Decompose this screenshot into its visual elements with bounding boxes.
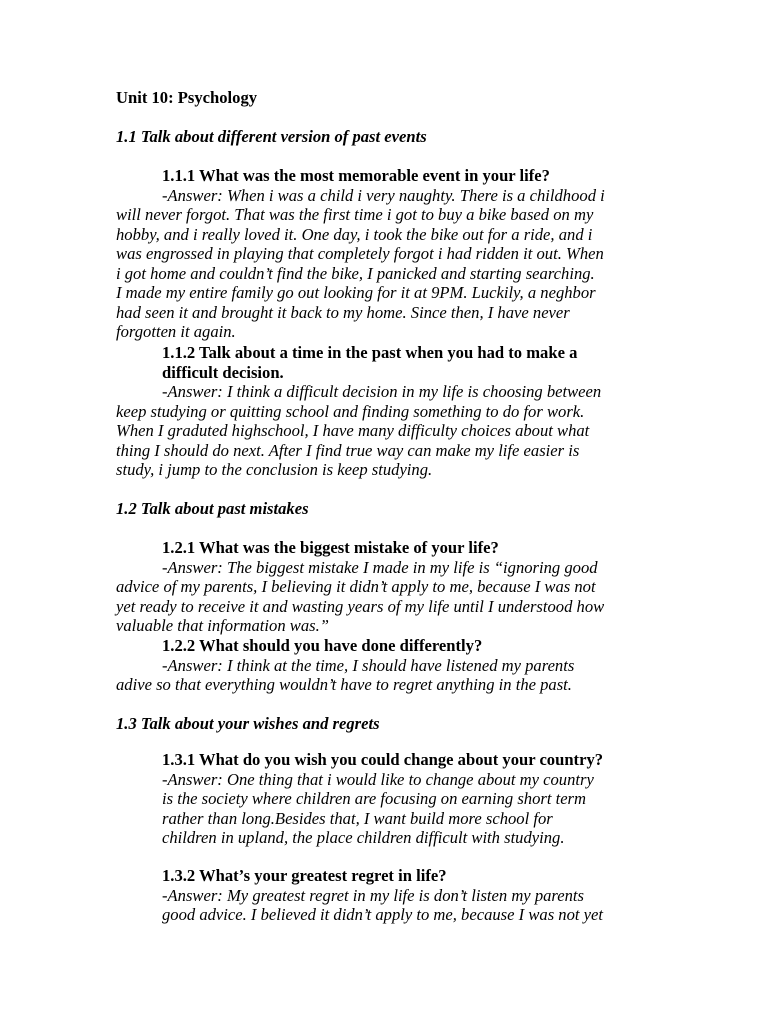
answer-line: advice of my parents, I believing it didn’t apply to me, because I was not (116, 577, 596, 596)
question-heading: 1.1.1 What was the most memorable event in your life? (162, 166, 550, 185)
answer-line: keep studying or quitting school and finding something to do for work. (116, 401, 585, 421)
answer-line: was engrossed in playing that completely forgot i had ridden it out. When (116, 244, 604, 263)
answer-line: adive so that everything wouldn’t have to regret anything in the past. (116, 675, 572, 694)
answer-line: -Answer: I think at the time, I should have listened my parents (162, 655, 575, 675)
section-heading: 1.2 Talk about past mistakes (116, 499, 309, 518)
answer-line: study, i jump to the conclusion is keep studying. (116, 460, 433, 479)
question-heading: 1.3.1 What do you wish you could change about your country? (162, 750, 604, 769)
question-heading: 1.2.1 What was the biggest mistake of your life? (162, 538, 499, 557)
answer-line: When I graduted highschool, I have many difficulty choices about what (116, 421, 590, 440)
answer-line: -Answer: The biggest mistake I made in my life is “ignoring good (162, 557, 598, 577)
answer-line: yet ready to receive it and wasting years of my life until I understood how (116, 596, 605, 616)
section-heading: 1.1 Talk about different version of past events (116, 127, 427, 146)
question-heading: 1.3.2 What’s your greatest regret in life? (162, 866, 447, 885)
document-title: Unit 10: Psychology (116, 88, 258, 107)
answer-line: -Answer: One thing that i would like to change about my country (162, 769, 594, 789)
answer-line: hobby, and i really loved it. One day, i took the bike out for a ride, and i (116, 224, 593, 244)
answer-line: children in upland, the place children difficult with studying. (162, 828, 565, 847)
answer-line: -Answer: When i was a child i very naughty. There is a childhood i (162, 185, 605, 205)
question-heading: difficult decision. (162, 362, 284, 382)
answer-line: I made my entire family go out looking for it at 9PM. Luckily, a neghbor (116, 283, 596, 302)
answer-line: thing I should do next. After I find true way can make my life easier is (116, 440, 580, 460)
answer-line: -Answer: My greatest regret in my life is don’t listen my parents (162, 885, 584, 905)
answer-line: valuable that information was.” (116, 616, 329, 635)
section-heading: 1.3 Talk about your wishes and regrets (116, 714, 380, 733)
question-heading: 1.1.2 Talk about a time in the past when you had to make a (162, 343, 578, 362)
answer-line: -Answer: I think a difficult decision in my life is choosing between (162, 382, 602, 401)
answer-line: i got home and couldn’t find the bike, I panicked and starting searching. (116, 263, 595, 283)
answer-line: forgotten it again. (116, 322, 236, 341)
question-heading: 1.2.2 What should you have done differently? (162, 636, 483, 655)
answer-line: is the society where children are focusing on earning short term (162, 789, 586, 808)
answer-line: had seen it and brought it back to my home. Since then, I have never (116, 302, 570, 322)
answer-line: will never forgot. That was the first time i got to buy a bike based on my (116, 205, 594, 224)
answer-line: rather than long.Besides that, I want build more school for (162, 808, 553, 828)
answer-line: good advice. I believed it didn’t apply to me, because I was not yet (162, 905, 603, 924)
